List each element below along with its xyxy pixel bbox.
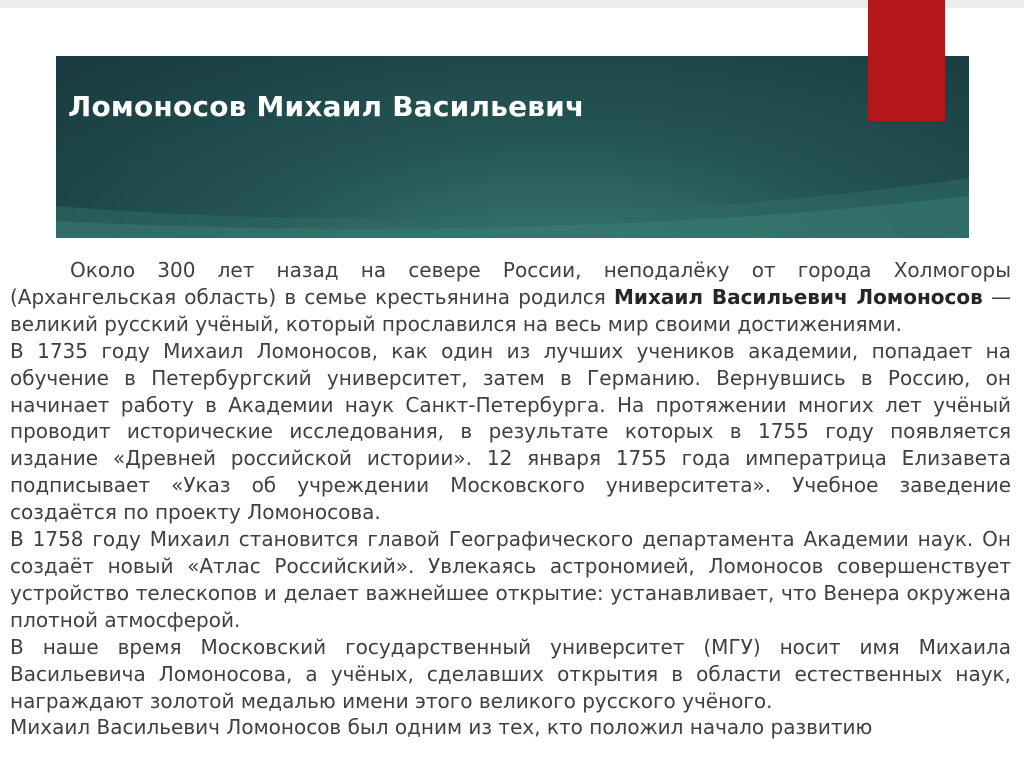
title-banner [56, 56, 969, 238]
paragraph-4: В наше время Московский государственный университет (МГУ) носит имя Михаила Васильевича Ломоносова, а учёных, сделавших открытия в области естественных наук, награждают золотой медалью имени этого великого русского учёного. [10, 634, 1011, 713]
slide-body-text [10, 257, 1011, 741]
red-accent-bar [868, 0, 945, 121]
paragraph-2: В 1735 году Михаил Ломоносов, как один из лучших учеников академии, попадает на обучение в Петербургский университет, затем в Германию. Вернувшись в Россию, он начинает работу в Академии наук Санкт-Петербурга. На протяжении многих лет учёный проводит исторические исследования, в результате которых в 1755 году появляется издание «Древней российской истории». 12 января 1755 года императрица Елизавета подписывает «Указ об учреждении Московского университета». Учебное заведение создаётся по проекту Ломоносова. [10, 338, 1011, 525]
paragraph-5: Михаил Васильевич Ломоносов был одним из тех, кто положил начало развитию [10, 715, 873, 740]
paragraph-1-end: — великий русский учёный, который прославился на весь мир своими достижениями. [10, 284, 1011, 336]
person-name-bold: Михаил Васильевич Ломоносов [614, 284, 983, 309]
slide-title: Ломоносов Михаил Васильевич [68, 90, 585, 123]
paragraph-1-start: Около 300 лет назад на севере России, неподалёку от города Холмогоры (Архангельская область) в семье крестьянина родился [10, 258, 1011, 309]
paragraph-3: В 1758 году Михаил становится главой Географического департамента Академии наук. Он создаёт новый «Атлас Российский». Увлекаясь астрономией, Ломоносов совершенствует устройство телескопов и делает важнейшее открытие: устанавливает, что Венера окружена плотной атмосферой. [10, 527, 1011, 632]
banner-sweep-decoration [56, 56, 969, 238]
paragraph-1 [10, 257, 1011, 338]
